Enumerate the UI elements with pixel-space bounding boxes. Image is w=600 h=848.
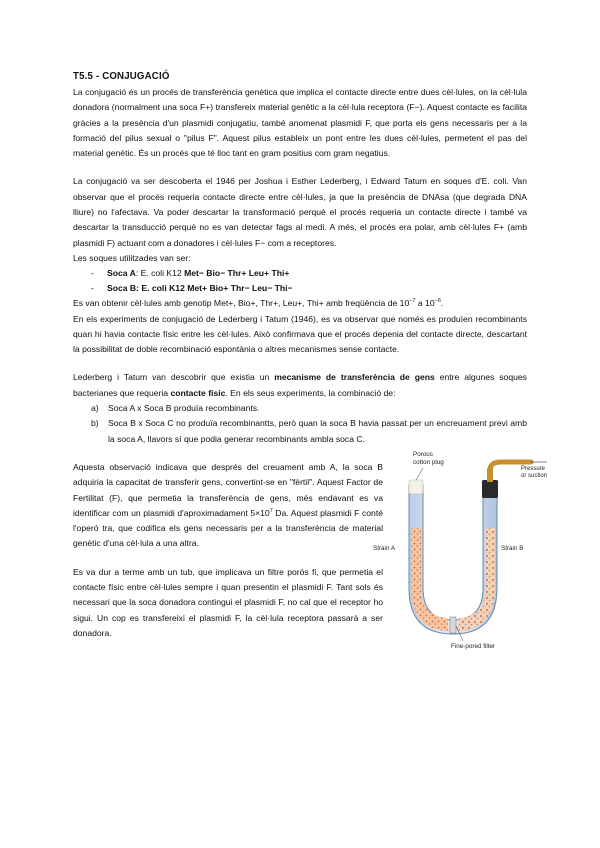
discovery-bold-1: mecanisme de transferència de gens <box>274 372 435 383</box>
combination-item-a <box>91 401 527 416</box>
pressure-label-line-2: or suction <box>521 472 548 479</box>
combination-item-b <box>91 416 527 447</box>
item-a-text: Soca A x Soca B produïa recombinants. <box>108 403 260 414</box>
paragraph-intro: La conjugació és un procés de transferència genètica que implica el contacte directe entre dues cèl·lules, on la cèl·lula donadora (normalment una soca F+) transfereix material genètic a la cèl·lula receptora (F−). Aquest contacte es facilita gràcies a la presència d'un plasmidi conjugatiu, també anomenat plasmidi F, que porta els gens necessaris per a la formació del pilus sexual o "pilus F". Aquest pilus estableix un pont entre les dues cèl·lules, permetent el pas del material genètic. És un procés que té lloc tant en gram positius com gram negatius. <box>73 87 527 159</box>
cotton-plug <box>409 480 423 494</box>
strains-intro: Les soques utilitzades van ser: <box>73 252 191 263</box>
document-page <box>73 70 548 650</box>
porous-label-line-1: Porous <box>413 450 433 458</box>
porous-label-line-2: cotton plug <box>413 458 444 466</box>
fine-pored-filter <box>450 617 456 633</box>
discovery-bold-2: contacte físic <box>170 387 226 398</box>
paragraph-experiments: En els experiments de conjugació de Lederberg i Tatum (1946), es va observar que només es produïen recombinants quan hi havia contacte físic entre les cèl·lules. Això confirmava que el procés depenia del contacte directe, descartant la possibilitat de doble recombinació espontània o altres mecanismes sense contacte. <box>73 313 527 355</box>
strain-list <box>73 266 527 296</box>
paragraph-discovery <box>73 370 527 401</box>
figure-section <box>73 450 548 650</box>
strain-a-item <box>91 266 527 281</box>
strain-a-label: Soca A <box>107 268 136 279</box>
strain-a-genotype: Met− Bio− Thr+ Leu+ Thi+ <box>184 268 290 279</box>
item-b-text: Soca B x Soca C no produïa recombinantts, però quan la soca B havia passat per un encreuament previ amb la soca A, llavors sí que podia generar recombinants ambla soca C. <box>108 418 527 444</box>
fertility-exponent: 7 <box>269 507 273 514</box>
rubber-stopper <box>482 480 498 498</box>
frequency-text: Es van obtenir cèl·lules amb genotip Met+, Bio+, Thr+, Leu+, Thi+ amb freqüència de 10 <box>73 298 410 309</box>
fertility-end: Da. Aquest plasmidi F conté l'operó tra, que codifica els gens necessaris per a la transferència de material genètic d'una cèl·lula a una altra. <box>73 507 383 549</box>
combination-list <box>73 401 527 447</box>
filter-label: Fine-pored filter <box>451 642 496 650</box>
section-title: T5.5 - CONJUGACIÓ <box>73 70 170 82</box>
discovery-text-3: . En els seus experiments, la combinació de: <box>225 387 396 398</box>
paragraph-tube: Es va dur a terme amb un tub, que implicava un filtre porós fi, que permetia el contacte físic entre cèl·lules sempre i quan presentin el plasmidi F. Tant sols és necessari que la soca donadora contingui el plasmidi F, no cal que el receptor ho sigui. Un cop es transfereixi el plasmidi F, la cèl·lula receptora passarà a ser donadora. <box>73 566 383 638</box>
strain-b-item <box>91 281 527 296</box>
frequency-exponent-2: −6 <box>434 298 441 305</box>
strain-b-label: Strain B <box>501 544 524 552</box>
discovery-text-2: entre algunes soques bacterianes que requeria <box>73 372 527 398</box>
strain-a-label: Strain A <box>373 544 396 552</box>
frequency-mid: a 10 <box>415 298 435 309</box>
discovery-text-1: Lederberg i Tatum van descobrir que existia un <box>73 372 275 383</box>
paragraph-frequency <box>73 296 527 311</box>
u-tube-figure <box>373 450 551 650</box>
paragraph-fertility <box>73 460 383 552</box>
strain-a-text: : E. coli K12 <box>135 268 185 279</box>
pressure-label-line-1: Pressure <box>521 465 546 472</box>
frequency-exponent-1: −7 <box>409 298 416 305</box>
fertility-text: Aquesta observació indicava que després del creuament amb A, la soca B adquiria la capacitat de transferir gens, convertint-se en "fèrtil". Aquest Factor de Fertilitat (F), que permetia la transferència de gens, més endavant es va identificar com un plasmidi d'aproximadament 5×10 <box>73 461 383 518</box>
frequency-end: . <box>440 298 444 309</box>
strain-b-text: : E. coli K12 Met+ Bio+ Thr− Leu− Thi− <box>136 283 293 294</box>
paragraph-history: La conjugació va ser descoberta el 1946 per Joshua i Esther Lederberg, i Edward Tatum en soques d'E. coli. Van observar que el procés requeria contacte directe entre cèl·lules, ja que la presència de DNAsa (que degrada DNA lliure) no l'afectava. Va poder descartar la transformació perquè el procés requeria un contacte directe i també va descartar la transducció perquè no es van detectar fags al medi. A més, el procés era polar, amb cèl·lules F+ (amb plasmidi F) actuant com a donadores i cèl·lules F− com a receptores. <box>73 176 527 248</box>
strain-b-label: Soca B <box>107 283 137 294</box>
item-a-marker: a) <box>91 403 99 414</box>
item-b-marker: b) <box>91 418 99 429</box>
figure-text-column <box>73 460 383 641</box>
